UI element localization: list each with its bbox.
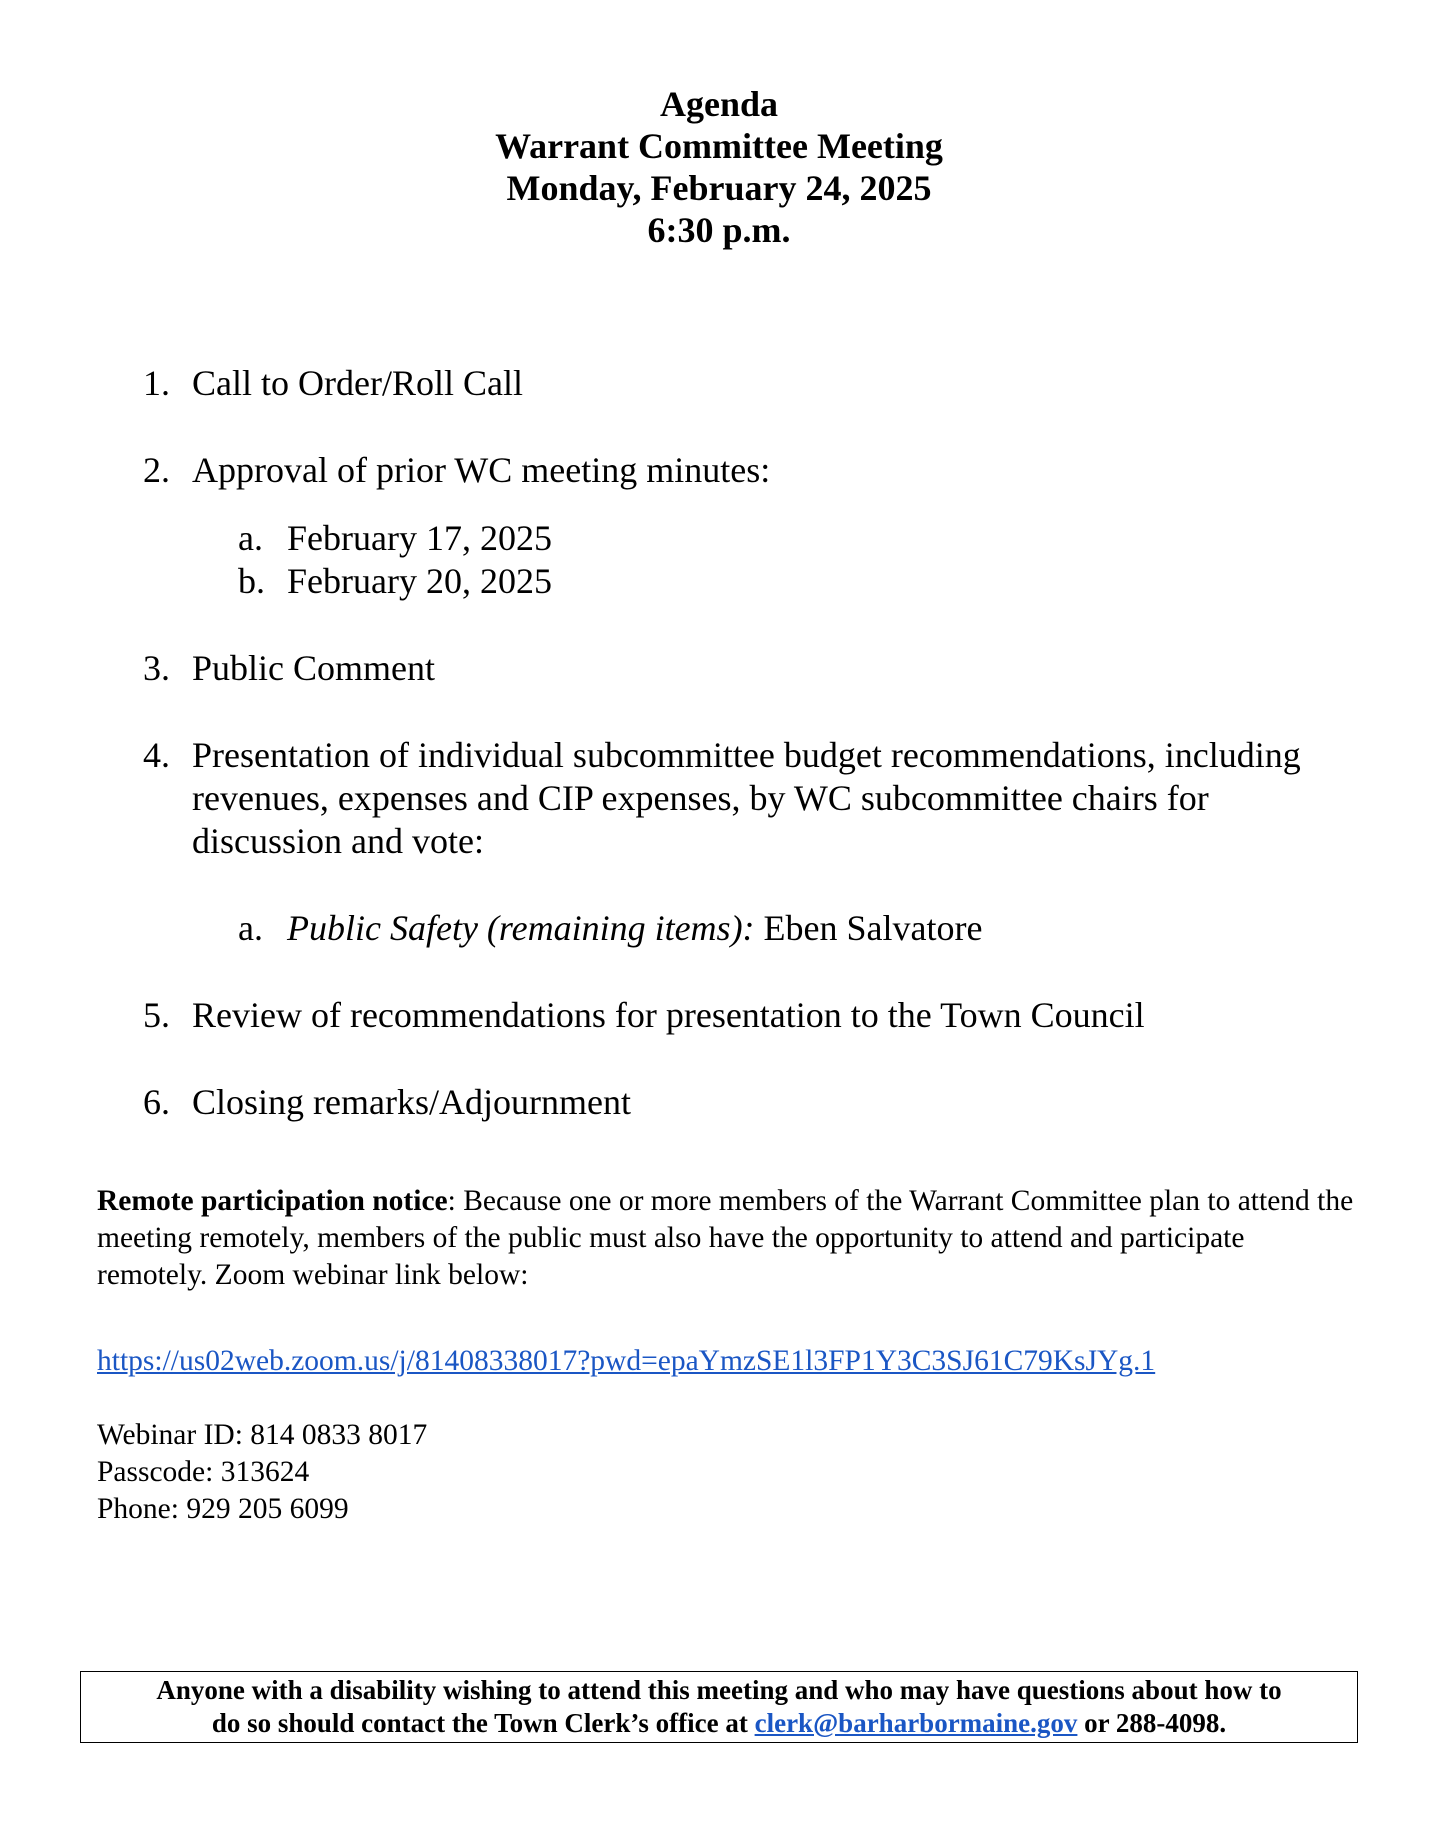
agenda-item-number: 3.	[143, 648, 170, 688]
accessibility-line-1: Anyone with a disability wishing to attend this meeting and who may have questions about how to	[156, 1675, 1282, 1705]
subitem-text: February 20, 2025	[287, 561, 552, 601]
agenda-item-text: Call to Order/Roll Call	[192, 363, 523, 403]
notice-label: Remote participation notice	[97, 1185, 448, 1217]
header-date: Monday, February 24, 2025	[506, 168, 932, 208]
agenda-item-1	[143, 362, 1363, 405]
agenda-item-number: 5.	[143, 995, 170, 1035]
webinar-id: Webinar ID: 814 0833 8017	[97, 1419, 428, 1451]
agenda-item-text: Public Comment	[192, 648, 435, 688]
agenda-subitem	[238, 560, 1363, 603]
subitem-subcommittee: Public Safety (remaining items):	[287, 908, 755, 948]
header-time: 6:30 p.m.	[647, 210, 791, 250]
zoom-link-line	[97, 1343, 1155, 1380]
agenda-item-number: 4.	[143, 735, 170, 775]
agenda-header	[0, 83, 1438, 251]
agenda-subitem	[238, 517, 1363, 560]
zoom-webinar-link[interactable]: https://us02web.zoom.us/j/81408338017?pwd=epaYmzSE1l3FP1Y3C3SJ61C79KsJYg.1	[97, 1345, 1156, 1377]
header-meeting-name: Warrant Committee Meeting	[495, 126, 943, 166]
clerk-email-link[interactable]: clerk@barharbormaine.gov	[754, 1708, 1078, 1738]
agenda-item-text: Approval of prior WC meeting minutes:	[192, 450, 771, 490]
header-title: Agenda	[659, 84, 779, 124]
notice-text: : Because one or more members of the Warrant Committee plan to attend the meeting remotely, members of the public must also have the opportunity to attend and participate remotely. Zoom webinar link below:	[97, 1185, 1354, 1291]
accessibility-suffix: or 288-4098.	[1077, 1708, 1227, 1738]
accessibility-prefix: do so should contact the Town Clerk’s office at	[211, 1708, 755, 1738]
agenda-item-number: 6.	[143, 1082, 170, 1122]
agenda-item-number: 2.	[143, 450, 170, 490]
agenda-item-2	[143, 449, 1363, 492]
agenda-item-text: Closing remarks/Adjournment	[192, 1082, 631, 1122]
agenda-item-3	[143, 647, 1363, 690]
subitem-letter: b.	[238, 561, 265, 601]
agenda-subitem	[238, 907, 1363, 950]
subitem-text: February 17, 2025	[287, 518, 552, 558]
agenda-item-4	[143, 734, 1363, 863]
subitem-letter: a.	[238, 518, 263, 558]
agenda-subitems-4	[238, 907, 1363, 950]
subitem-letter: a.	[238, 908, 263, 948]
webinar-details	[97, 1417, 427, 1528]
agenda-item-text: Presentation of individual subcommittee budget recommendations, including revenues, expenses and CIP expenses, by WC subcommittee chairs for discussion and vote:	[192, 735, 1301, 861]
webinar-passcode: Passcode: 313624	[97, 1456, 310, 1488]
agenda-subitems-2	[238, 517, 1363, 603]
agenda-list	[143, 362, 1363, 1124]
accessibility-notice-box	[80, 1671, 1358, 1743]
remote-participation-notice	[97, 1183, 1357, 1294]
webinar-phone: Phone: 929 205 6099	[97, 1493, 349, 1525]
agenda-item-number: 1.	[143, 363, 170, 403]
accessibility-line-2	[81, 1707, 1357, 1740]
agenda-item-5	[143, 994, 1363, 1037]
subitem-chair: Eben Salvatore	[754, 908, 983, 948]
agenda-item-text: Review of recommendations for presentation to the Town Council	[192, 995, 1145, 1035]
agenda-item-6	[143, 1081, 1363, 1124]
